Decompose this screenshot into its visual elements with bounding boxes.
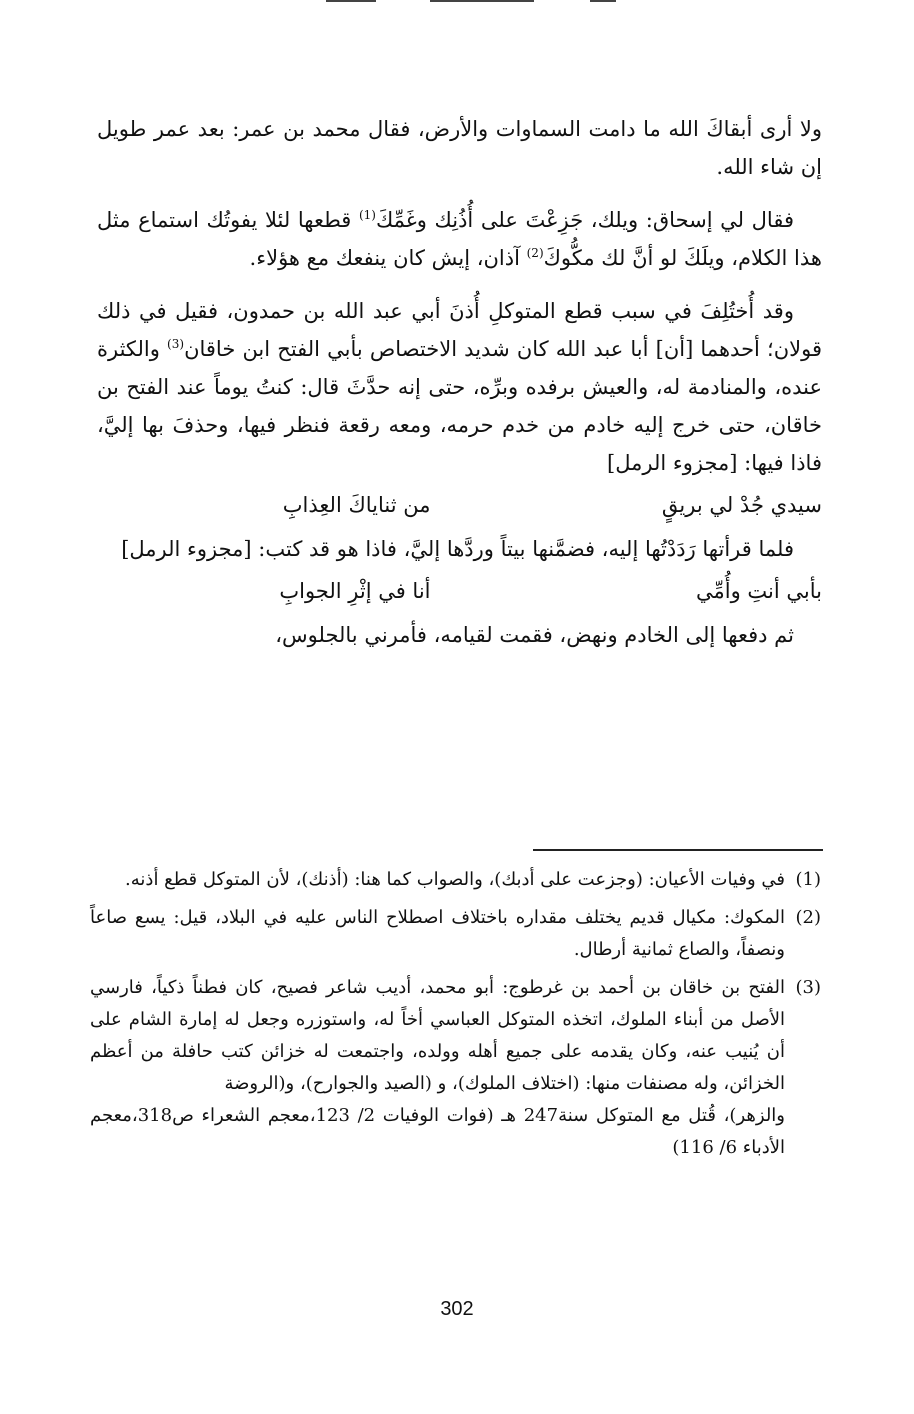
- footnote-text: الفتح بن خاقان بن أحمد بن غرطوج: أبو محمد، أديب شاعر فصيح، كان فطناً ذكياً، فارسي الأصل من أبناء الملوك، اتخذه المتوكل العباسي أخاً له، واستوزره وجعل له إمارة الشام على أن يُنيب عنه، وكان يقدمه على جميع أهله وولده، واجتمعت له خزائن كتب حافلة من أعظم الخزائن، وله مصنفات منها: (اختلاف الملوك)، و (الصيد والجوارح)، و(الروضة: [90, 977, 785, 1094]
- footnote-separator: [533, 849, 823, 851]
- paragraph: وقد أُختُلِفَ في سبب قطع المتوكلِ أُذنَ أبي عبد الله بن حمدون، فقيل في ذلك قولان؛ أحدهما [أن] أبا عبد الله كان شديد الاختصاص بأبي الفتح ابن خاقان$^{(3)}$ والكثرة عنده، والمنادمة له، والعيش برفده وبرِّه، حتى إنه حدَّثَ قال: كنتُ يوماً عند الفتح بن خاقان، حتى خرج إليه خادم من خدم حرمه، ومعه رقعة فنظر فيها، وحذفَ بها إليَّ، فاذا فيها: [مجزوء الرمل]: [97, 299, 822, 475]
- header-rule-right: [590, 0, 616, 2]
- page-number: 302: [440, 1298, 474, 1320]
- header-rule-middle: [430, 0, 534, 2]
- paragraph: ولا أرى أبقاكَ الله ما دامت السماوات والأرض، فقال محمد بن عمر: بعد عمر طويل إن شاء الله.: [97, 117, 822, 179]
- footnote-ref: (3): [167, 337, 185, 351]
- footnote-number: (1): [795, 869, 821, 890]
- footnote-ref: (1): [358, 208, 376, 222]
- poem-verse: [97, 572, 822, 610]
- footnote: [90, 864, 821, 896]
- paragraph: ثم دفعها إلى الخادم ونهض، فقمت لقيامه، فأمرني بالجلوس،: [275, 623, 794, 647]
- footnote-text: في وفيات الأعيان: (وجزعت على أدبك)، والصواب كما هنا: (أذنك)، لأن المتوكل قطع أذنه.: [125, 869, 785, 890]
- footnote-number: (3): [795, 977, 821, 998]
- paragraph: فلما قرأتها رَدَدْتُها إليه، فضمَّنها بيتاً وردَّها إليَّ، فاذا هو قد كتب: [مجزوء الرمل]: [121, 537, 794, 561]
- main-text: [97, 110, 822, 669]
- footnotes: [90, 864, 821, 1170]
- verse-hemistich: سيدي جُدْ لي بريقٍ: [661, 493, 822, 517]
- footnote: [90, 972, 821, 1164]
- footnote-text: والزهر)، قُتل مع المتوكل سنة247 هـ (فوات الوفيات 2/ 123،معجم الشعراء ص318،معجم الأدباء 6/ 116): [90, 1105, 785, 1158]
- footnote-text: المكوك: مكيال قديم يختلف مقداره باختلاف اصطلاح الناس عليه في البلاد، قيل: يسع صاعاً ونصفاً، والصاع ثمانية أرطال.: [90, 907, 785, 960]
- footnote-number: (2): [795, 907, 821, 928]
- verse-hemistich: أنا في إثْرِ الجوابِ: [279, 579, 431, 603]
- poem-verse: [97, 486, 822, 524]
- footnote-ref: (2): [526, 246, 544, 260]
- header-rule-left: [326, 0, 376, 2]
- footnote: [90, 902, 821, 966]
- paragraph: فقال لي إسحاق: ويلك، جَزِعْتَ على أُذُنِك وغَمِّكَ$^{(1)}$ قطعها لئلا يفوتُك استماع مثل هذا الكلام، ويلَكَ لو أنَّ لك مكُّوكَ$^{(2)}$ آذان، إيش كان ينفعك مع هؤلاء.: [97, 208, 822, 270]
- verse-hemistich: من ثناياكَ العِذابِ: [282, 493, 431, 517]
- verse-hemistich: بأبي أنتِ وأُمِّي: [696, 579, 822, 603]
